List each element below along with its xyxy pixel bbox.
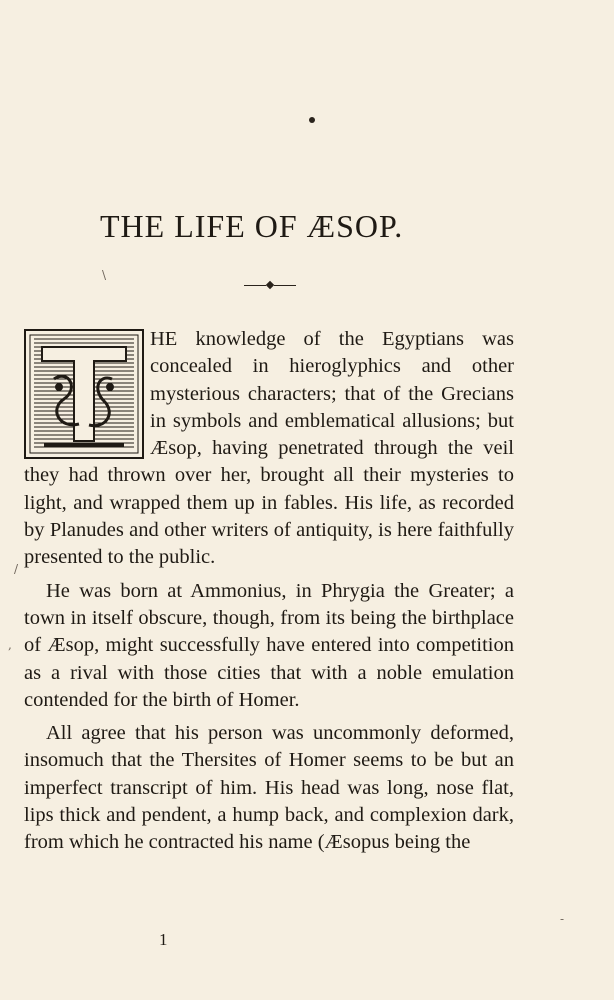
page-number: 1 bbox=[159, 930, 168, 949]
paragraph-2: He was born at Ammonius, in Phrygia the Greater; a town in itself obscure, though, from its being the birthplace of Æsop, might successfully have entered into competition as a rival with those cities that with a noble emulation contended for the birth of Homer. bbox=[24, 579, 514, 711]
ornament-diamond bbox=[266, 281, 274, 289]
margin-mark: - bbox=[560, 912, 565, 926]
paragraph-1: HE knowledge of the Egyptians was concealed in hieroglyphics and other mysterious characters; that of the Grecians in symbols and emblematical allusions; but Æsop, having penetrated through the veil they had thrown over her, brought all their mysteries to light, and wrapped them up in fables. His life, as recorded by Planudes and other writers of antiquity, is here faithfully presented to the public. bbox=[24, 328, 514, 569]
ornament-line-right bbox=[274, 285, 296, 286]
ornament-line-left bbox=[244, 285, 266, 286]
body-text bbox=[24, 326, 514, 857]
drop-cap-icon bbox=[24, 329, 144, 459]
paragraph-3: All agree that his person was uncommonly deformed, insomuch that the Thersites of Homer seems to be but an imperfect transcript of him. His head was long, nose flat, lips thick and pendent, a hump back, and complexion dark, from which he contracted his name (Æsopus being the bbox=[24, 722, 514, 854]
page-title bbox=[0, 208, 614, 245]
title-text: THE LIFE OF ÆSOP. bbox=[100, 208, 404, 244]
printer-dot bbox=[309, 117, 315, 123]
margin-mark: , bbox=[8, 638, 12, 652]
ornament-rule-icon bbox=[244, 282, 296, 290]
margin-mark: / bbox=[14, 562, 19, 576]
margin-mark: \ bbox=[102, 268, 107, 282]
